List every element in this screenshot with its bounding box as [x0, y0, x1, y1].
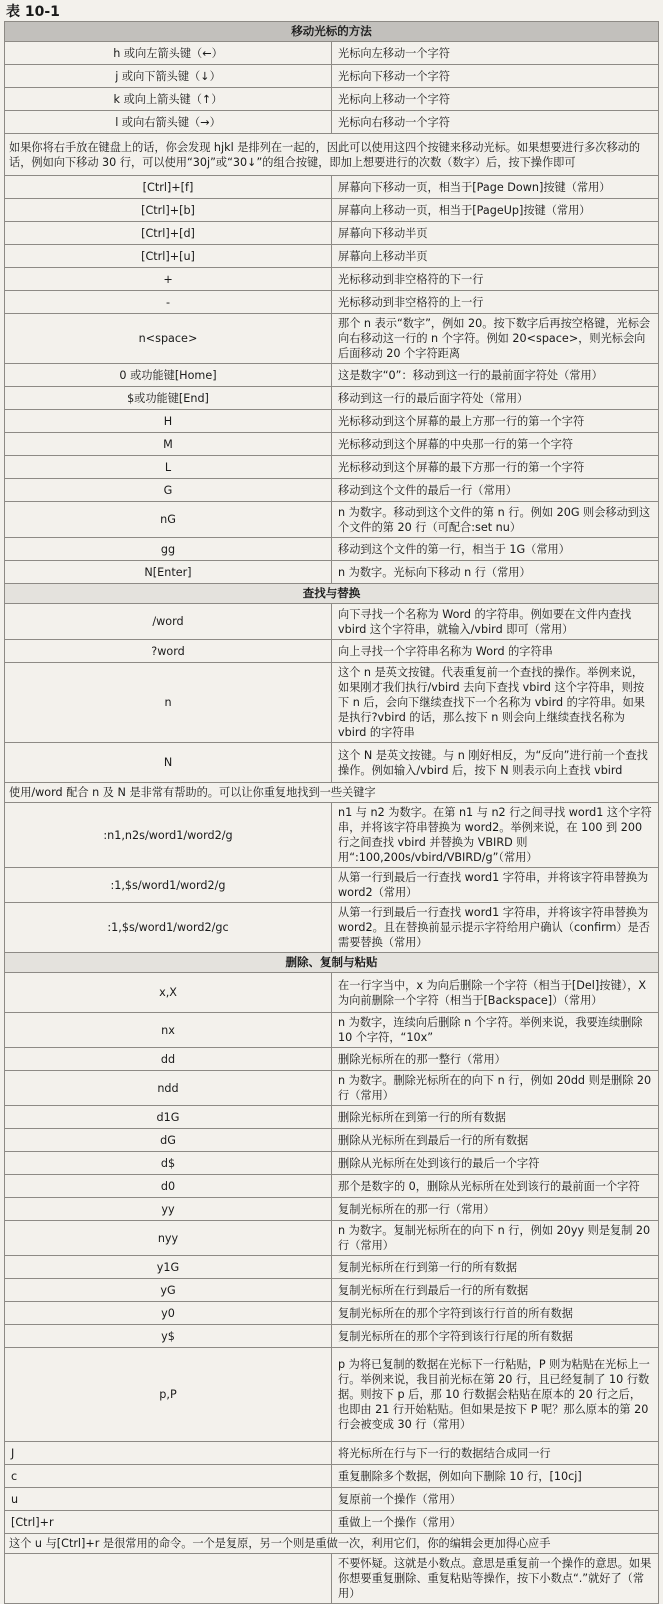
command-cell: [Ctrl]+[d] — [5, 222, 332, 245]
description-cell: 移动到这个文件的第一行，相当于 1G（常用） — [332, 538, 659, 561]
command-cell: n — [5, 663, 332, 743]
section-header — [5, 953, 659, 973]
table-row — [5, 111, 659, 134]
command-cell: p,P — [5, 1348, 332, 1442]
description-cell: 光标移动到这个屏幕的最下方那一行的第一个字符 — [332, 456, 659, 479]
command-cell: c — [5, 1465, 332, 1488]
table-row — [5, 903, 659, 953]
description-cell: n1 与 n2 为数字。在第 n1 与 n2 行之间寻找 word1 这个字符串，并将该字符串替换为 word2。举例来说，在 100 到 200 行之间查找 vbird 并替换为 VBIRD 则用“:100,200s/vbird/VBIRD/g”（常用） — [332, 803, 659, 868]
table-row — [5, 1325, 659, 1348]
note-row — [5, 783, 659, 803]
note-row — [5, 134, 659, 176]
table-row — [5, 1465, 659, 1488]
table-row — [5, 479, 659, 502]
note-row — [5, 1534, 659, 1554]
table-row — [5, 1175, 659, 1198]
description-cell: 向上寻找一个字符串名称为 Word 的字符串 — [332, 640, 659, 663]
table-row — [5, 456, 659, 479]
command-cell: G — [5, 479, 332, 502]
description-cell: 这个 n 是英文按键。代表重复前一个查找的操作。举例来说，如果刚才我们执行/vbird 去向下查找 vbird 这个字符串，则按下 n 后，会向下继续查找下一个名称为 vbird 的字符串。如果是执行?vbird 的话，那么按下 n 则会向上继续查找名称为 vbird 的字符串 — [332, 663, 659, 743]
section-title: 移动光标的方法 — [5, 22, 659, 42]
command-cell: u — [5, 1488, 332, 1511]
command-cell: yG — [5, 1279, 332, 1302]
description-cell: 不要怀疑。这就是小数点。意思是重复前一个操作的意思。如果你想要重复删除、重复粘贴等操作，按下小数点“.”就好了（常用） — [332, 1554, 659, 1604]
description-cell: 删除光标所在到第一行的所有数据 — [332, 1106, 659, 1129]
description-cell: 移动到这一行的最后面字符处（常用） — [332, 387, 659, 410]
description-cell: 那个 n 表示“数字”，例如 20。按下数字后再按空格键，光标会向右移动这一行的 n 个字符。例如 20<space>，则光标会向后面移动 20 个字符距离 — [332, 314, 659, 364]
table-row — [5, 199, 659, 222]
command-cell: h 或向左箭头键（←） — [5, 42, 332, 65]
description-cell: 光标向下移动一个字符 — [332, 65, 659, 88]
description-cell: 光标移动到非空格符的上一行 — [332, 291, 659, 314]
command-cell: + — [5, 268, 332, 291]
description-cell: 重做上一个操作（常用） — [332, 1511, 659, 1534]
command-cell: x,X — [5, 973, 332, 1013]
description-cell: 这是数字“0”：移动到这一行的最前面字符处（常用） — [332, 364, 659, 387]
description-cell: 屏幕向下移动一页，相当于[Page Down]按键（常用） — [332, 176, 659, 199]
table-row — [5, 1221, 659, 1256]
command-cell: - — [5, 291, 332, 314]
command-cell: dG — [5, 1129, 332, 1152]
table-row — [5, 743, 659, 783]
command-cell: d1G — [5, 1106, 332, 1129]
description-cell: 复原前一个操作（常用） — [332, 1488, 659, 1511]
description-cell: 屏幕向上移动一页，相当于[PageUp]按键（常用） — [332, 199, 659, 222]
table-row — [5, 314, 659, 364]
table-row — [5, 1048, 659, 1071]
command-cell: y$ — [5, 1325, 332, 1348]
command-cell: d$ — [5, 1152, 332, 1175]
table-row — [5, 1106, 659, 1129]
table-row — [5, 387, 659, 410]
section-title: 查找与替换 — [5, 584, 659, 604]
description-cell: 这个 N 是英文按键。与 n 刚好相反，为“反向”进行前一个查找操作。例如输入/vbird 后，按下 N 则表示向上查找 vbird — [332, 743, 659, 783]
table-row — [5, 1511, 659, 1534]
table-row — [5, 1198, 659, 1221]
command-cell: yy — [5, 1198, 332, 1221]
table-row — [5, 410, 659, 433]
command-cell: ?word — [5, 640, 332, 663]
table-row — [5, 1071, 659, 1106]
description-cell: 移动到这个文件的最后一行（常用） — [332, 479, 659, 502]
note-text: 使用/word 配合 n 及 N 是非常有帮助的。可以让你重复地找到一些关键字 — [5, 783, 659, 803]
table-row — [5, 433, 659, 456]
description-cell: 光标向上移动一个字符 — [332, 88, 659, 111]
table-row — [5, 42, 659, 65]
table-row — [5, 663, 659, 743]
command-cell: l 或向右箭头键（→） — [5, 111, 332, 134]
description-cell: 删除光标所在的那一整行（常用） — [332, 1048, 659, 1071]
table-row — [5, 502, 659, 538]
command-cell: nG — [5, 502, 332, 538]
command-cell: M — [5, 433, 332, 456]
table-title: 表 10-1 — [6, 4, 60, 20]
command-cell: 0 或功能键[Home] — [5, 364, 332, 387]
description-cell: p 为将已复制的数据在光标下一行粘贴，P 则为粘贴在光标上一行。举例来说，我目前光标在第 20 行，且已经复制了 10 行数据。则按下 p 后，那 10 行数据会粘贴在原本的 20 行之后，也即由 21 行开始粘贴。但如果是按下 P 呢？那么原本的第 20 行会被变成 30 行（常用） — [332, 1348, 659, 1442]
table-row — [5, 364, 659, 387]
vi-command-table — [4, 21, 659, 1604]
note-text: 这个 u 与[Ctrl]+r 是很常用的命令。一个是复原，另一个则是重做一次，利用它们，你的编辑会更加得心应手 — [5, 1534, 659, 1554]
description-cell: 向下寻找一个名称为 Word 的字符串。例如要在文件内查找 vbird 这个字符串，就输入/vbird 即可（常用） — [332, 604, 659, 640]
command-cell — [5, 1554, 332, 1604]
table-row — [5, 868, 659, 903]
section-header — [5, 584, 659, 604]
description-cell: 光标向左移动一个字符 — [332, 42, 659, 65]
command-cell: ndd — [5, 1071, 332, 1106]
command-cell: nx — [5, 1013, 332, 1048]
description-cell: 删除从光标所在到最后一行的所有数据 — [332, 1129, 659, 1152]
description-cell: 复制光标所在行到第一行的所有数据 — [332, 1256, 659, 1279]
description-cell: n 为数字，连续向后删除 n 个字符。举例来说，我要连续删除 10 个字符，“10x” — [332, 1013, 659, 1048]
description-cell: 复制光标所在的那个字符到该行行首的所有数据 — [332, 1302, 659, 1325]
table-row — [5, 640, 659, 663]
command-cell: [Ctrl]+r — [5, 1511, 332, 1534]
command-cell: dd — [5, 1048, 332, 1071]
command-cell: d0 — [5, 1175, 332, 1198]
description-cell: 光标移动到这个屏幕的最上方那一行的第一个字符 — [332, 410, 659, 433]
table-row — [5, 604, 659, 640]
description-cell: 从第一行到最后一行查找 word1 字符串，并将该字符串替换为 word2（常用） — [332, 868, 659, 903]
command-cell: nyy — [5, 1221, 332, 1256]
command-cell: y0 — [5, 1302, 332, 1325]
description-cell: 复制光标所在的那个字符到该行行尾的所有数据 — [332, 1325, 659, 1348]
table-row — [5, 1279, 659, 1302]
description-cell: n 为数字。光标向下移动 n 行（常用） — [332, 561, 659, 584]
description-cell: n 为数字。删除光标所在的向下 n 行，例如 20dd 则是删除 20 行（常用） — [332, 1071, 659, 1106]
table-row — [5, 176, 659, 199]
description-cell: n 为数字。复制光标所在的向下 n 行，例如 20yy 则是复制 20 行（常用） — [332, 1221, 659, 1256]
command-cell: :1,$s/word1/word2/gc — [5, 903, 332, 953]
description-cell: 删除从光标所在处到该行的最后一个字符 — [332, 1152, 659, 1175]
command-cell: [Ctrl]+[u] — [5, 245, 332, 268]
table-row — [5, 973, 659, 1013]
description-cell: 那个是数字的 0，删除从光标所在处到该行的最前面一个字符 — [332, 1175, 659, 1198]
description-cell: 光标移动到这个屏幕的中央那一行的第一个字符 — [332, 433, 659, 456]
table-row — [5, 1488, 659, 1511]
table-row — [5, 1256, 659, 1279]
command-cell: k 或向上箭头键（↑） — [5, 88, 332, 111]
description-cell: 在一行字当中，x 为向后删除一个字符（相当于[Del]按键），X 为向前删除一个字符（相当于[Backspace]）（常用） — [332, 973, 659, 1013]
table-row — [5, 1442, 659, 1465]
command-cell: :1,$s/word1/word2/g — [5, 868, 332, 903]
table-row — [5, 1013, 659, 1048]
description-cell: 屏幕向下移动半页 — [332, 222, 659, 245]
command-cell: j 或向下箭头键（↓） — [5, 65, 332, 88]
description-cell: 光标移动到非空格符的下一行 — [332, 268, 659, 291]
command-cell: n<space> — [5, 314, 332, 364]
command-cell: N — [5, 743, 332, 783]
description-cell: 重复删除多个数据，例如向下删除 10 行，[10cj] — [332, 1465, 659, 1488]
description-cell: 屏幕向上移动半页 — [332, 245, 659, 268]
command-cell: J — [5, 1442, 332, 1465]
table-row — [5, 538, 659, 561]
table-row — [5, 88, 659, 111]
table-row — [5, 65, 659, 88]
command-cell: $或功能键[End] — [5, 387, 332, 410]
command-cell: /word — [5, 604, 332, 640]
table-row — [5, 291, 659, 314]
description-cell: 光标向右移动一个字符 — [332, 111, 659, 134]
command-cell: gg — [5, 538, 332, 561]
table-row — [5, 1129, 659, 1152]
section-header — [5, 22, 659, 42]
command-cell: y1G — [5, 1256, 332, 1279]
table-row — [5, 1302, 659, 1325]
description-cell: 复制光标所在的那一行（常用） — [332, 1198, 659, 1221]
table-row — [5, 245, 659, 268]
command-cell: [Ctrl]+[b] — [5, 199, 332, 222]
table-row — [5, 803, 659, 868]
note-text: 如果你将右手放在键盘上的话，你会发现 hjkl 是排列在一起的，因此可以使用这四个按键来移动光标。如果想要进行多次移动的话，例如向下移动 30 行，可以使用“30j”或“30↓”的组合按键，即加上想要进行的次数（数字）后，按下操作即可 — [5, 134, 659, 176]
description-cell: n 为数字。移动到这个文件的第 n 行。例如 20G 则会移动到这个文件的第 20 行（可配合:set nu） — [332, 502, 659, 538]
command-cell: L — [5, 456, 332, 479]
command-cell: :n1,n2s/word1/word2/g — [5, 803, 332, 868]
table-row — [5, 222, 659, 245]
command-cell: H — [5, 410, 332, 433]
table-row — [5, 561, 659, 584]
description-cell: 从第一行到最后一行查找 word1 字符串，并将该字符串替换为 word2。且在替换前显示提示字符给用户确认（confirm）是否需要替换（常用） — [332, 903, 659, 953]
description-cell: 复制光标所在行到最后一行的所有数据 — [332, 1279, 659, 1302]
table-row — [5, 268, 659, 291]
description-cell: 将光标所在行与下一行的数据结合成同一行 — [332, 1442, 659, 1465]
command-cell: N[Enter] — [5, 561, 332, 584]
command-cell: [Ctrl]+[f] — [5, 176, 332, 199]
table-row — [5, 1152, 659, 1175]
table-row — [5, 1348, 659, 1442]
table-row — [5, 1554, 659, 1604]
section-title: 删除、复制与粘贴 — [5, 953, 659, 973]
